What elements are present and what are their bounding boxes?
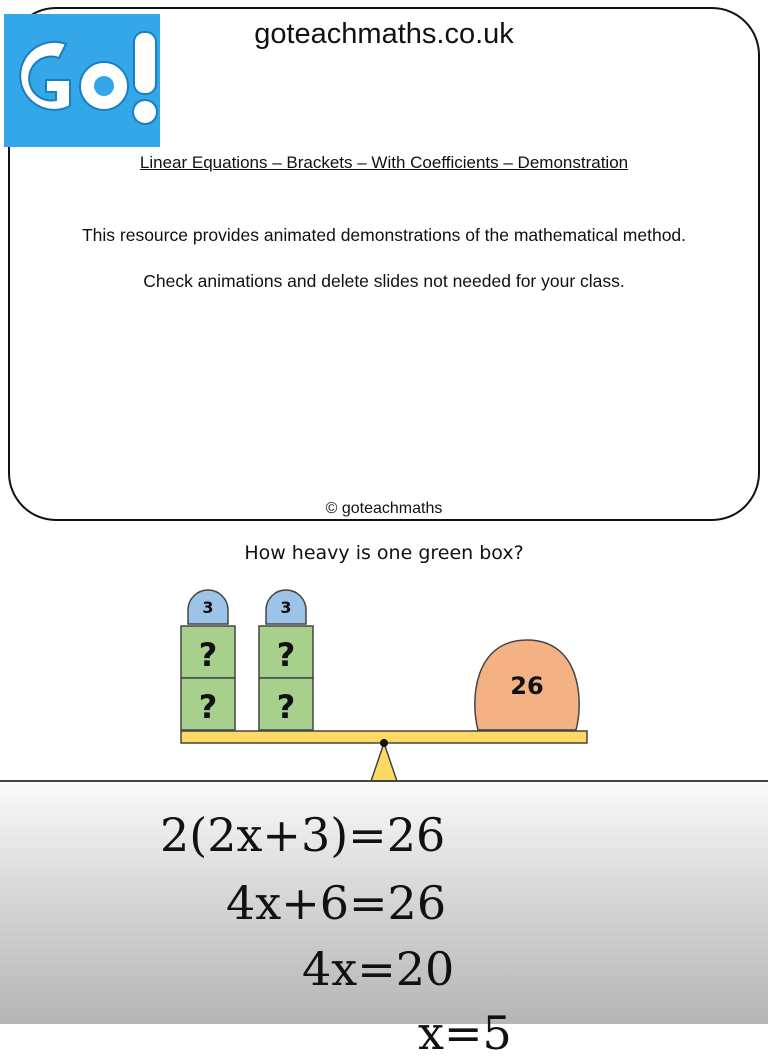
equation-line-3: 4x=20 xyxy=(302,942,455,996)
small-weight-1-label: 3 xyxy=(202,598,214,617)
green-box-label: ? xyxy=(276,636,296,674)
question-text: How heavy is one green box? xyxy=(244,542,524,564)
site-title: goteachmaths.co.uk xyxy=(254,18,514,50)
copyright-text: © goteachmaths xyxy=(325,500,443,517)
balance-scale xyxy=(0,580,768,800)
small-weight-2-label: 3 xyxy=(280,598,292,617)
green-box-label: ? xyxy=(276,688,296,726)
green-box-label: ? xyxy=(198,636,218,674)
pivot-dot xyxy=(380,739,388,747)
slide-title: Linear Equations – Brackets – With Coefficients – Demonstration xyxy=(139,153,629,172)
equation-line-4: x=5 xyxy=(418,1006,512,1060)
equation-line-2: 4x+6=26 xyxy=(226,876,447,930)
description-line-1: This resource provides animated demonstrations of the mathematical method. xyxy=(81,225,687,245)
description-line-2: Check animations and delete slides not needed for your class. xyxy=(143,271,625,291)
green-box-label: ? xyxy=(198,688,218,726)
equation-line-1: 2(2x+3)=26 xyxy=(160,808,446,862)
big-weight-label: 26 xyxy=(510,672,544,700)
